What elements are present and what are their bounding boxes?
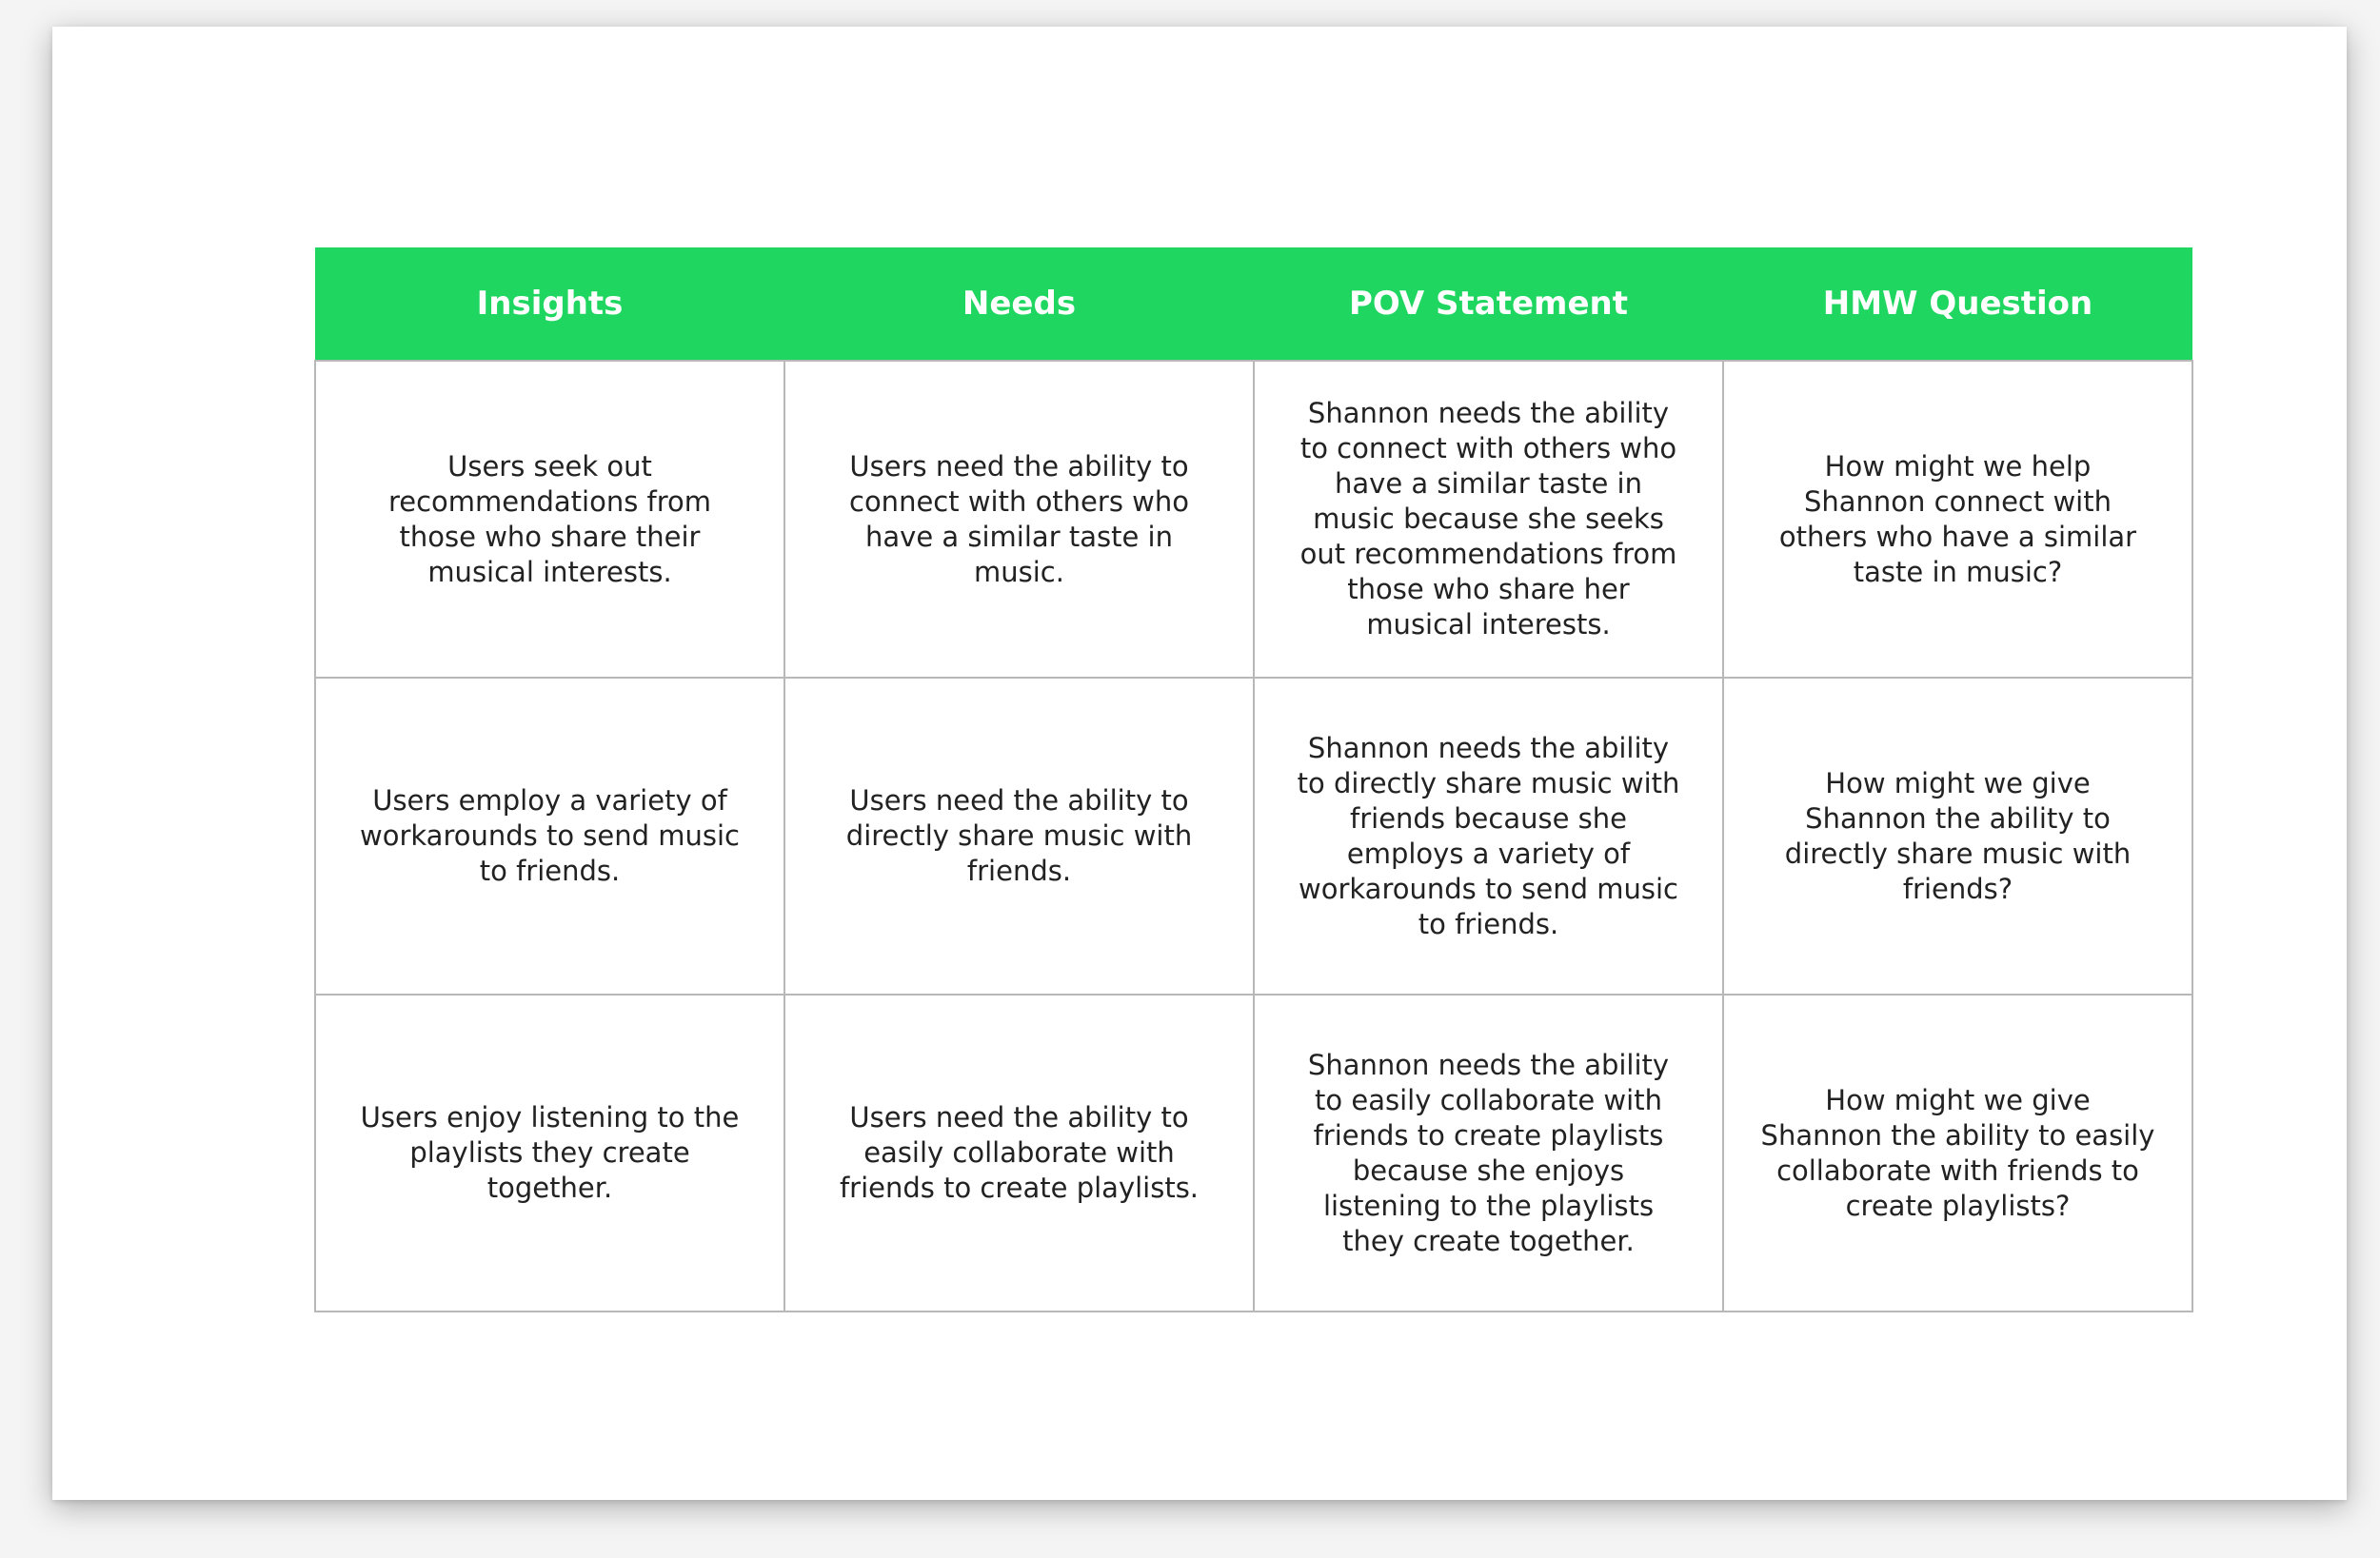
cell-insight: Users seek out recommendations from those who share their musical interests. bbox=[315, 361, 784, 678]
cell-insight: Users enjoy listening to the playlists they create together. bbox=[315, 995, 784, 1311]
header-insights: Insights bbox=[315, 247, 784, 361]
table-row bbox=[315, 995, 2192, 1311]
table-row bbox=[315, 678, 2192, 995]
cell-pov: Shannon needs the ability to directly share music with friends because she employs a variety of workarounds to send music to friends. bbox=[1254, 678, 1723, 995]
cell-hmw: How might we help Shannon connect with others who have a similar taste in music? bbox=[1723, 361, 2192, 678]
header-hmw-question: HMW Question bbox=[1723, 247, 2192, 361]
header-pov-statement: POV Statement bbox=[1254, 247, 1723, 361]
table-header bbox=[315, 247, 2192, 361]
table-body bbox=[315, 361, 2192, 1311]
insights-needs-pov-hmw-table bbox=[314, 247, 2193, 1312]
document-page bbox=[52, 27, 2347, 1500]
header-needs: Needs bbox=[784, 247, 1254, 361]
cell-insight: Users employ a variety of workarounds to send music to friends. bbox=[315, 678, 784, 995]
cell-need: Users need the ability to directly share music with friends. bbox=[784, 678, 1254, 995]
insights-table-container bbox=[314, 247, 2193, 1312]
cell-hmw: How might we give Shannon the ability to directly share music with friends? bbox=[1723, 678, 2192, 995]
cell-pov: Shannon needs the ability to easily collaborate with friends to create playlists because she enjoys listening to the playlists they create together. bbox=[1254, 995, 1723, 1311]
header-row bbox=[315, 247, 2192, 361]
cell-pov: Shannon needs the ability to connect with others who have a similar taste in music because she seeks out recommendations from those who share her musical interests. bbox=[1254, 361, 1723, 678]
table-row bbox=[315, 361, 2192, 678]
cell-hmw: How might we give Shannon the ability to easily collaborate with friends to create playlists? bbox=[1723, 995, 2192, 1311]
cell-need: Users need the ability to connect with others who have a similar taste in music. bbox=[784, 361, 1254, 678]
cell-need: Users need the ability to easily collaborate with friends to create playlists. bbox=[784, 995, 1254, 1311]
